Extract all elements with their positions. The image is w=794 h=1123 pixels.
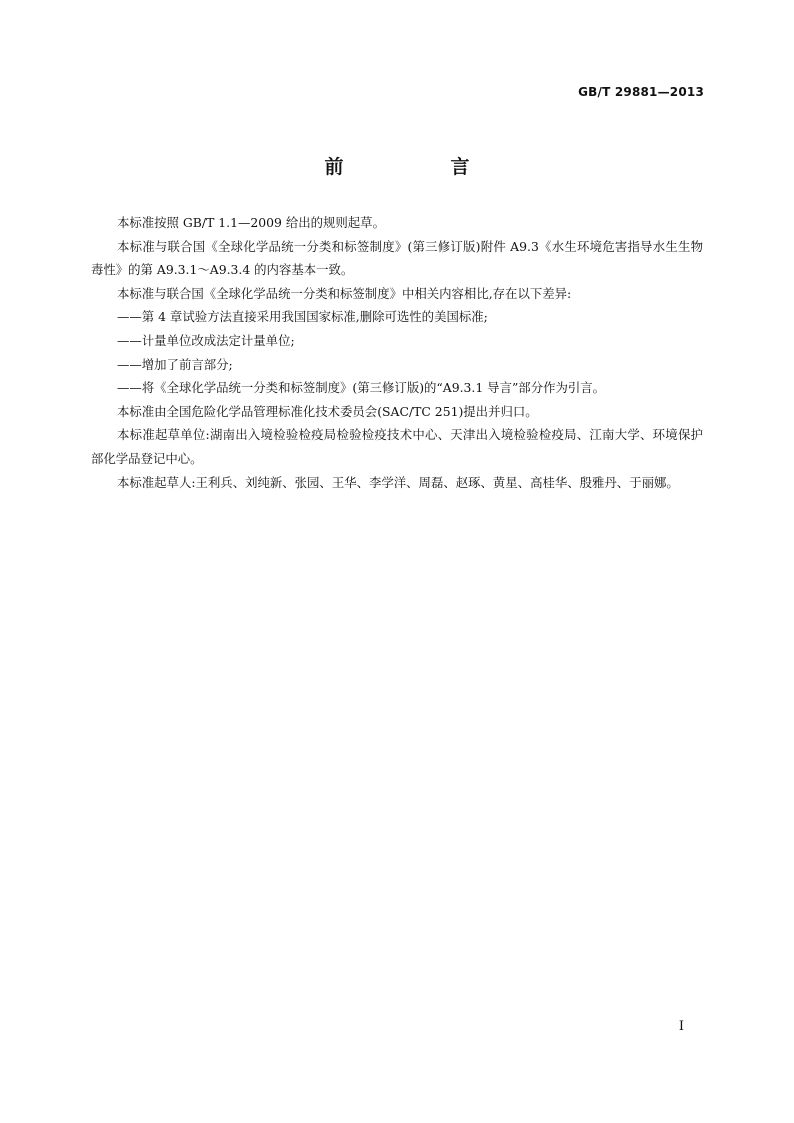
paragraph-differences-intro: 本标准与联合国《全球化学品统一分类和标签制度》中相关内容相比,存在以下差异: <box>117 285 572 301</box>
page-title: 前 言 <box>324 156 514 178</box>
list-item-units: ——计量单位改成法定计量单位; <box>117 332 295 348</box>
foreword-body <box>91 211 703 494</box>
paragraph-consistency: 本标准与联合国《全球化学品统一分类和标签制度》(第三修订版)附件 A9.3《水生环境危害指导水生生物毒性》的第 A9.3.1～A9.3.4 的内容基本一致。 <box>91 238 703 278</box>
paragraph-drafting-rules: 本标准按照 GB/T 1.1—2009 给出的规则起草。 <box>117 215 385 230</box>
page-number: I <box>678 1019 684 1034</box>
standard-code: GB/T 29881—2013 <box>578 85 704 99</box>
list-item-foreword: ——增加了前言部分; <box>117 356 233 372</box>
list-item-introduction: ——将《全球化学品统一分类和标签制度》(第三修订版)的“A9.3.1 导言”部分作为引言。 <box>117 380 606 396</box>
paragraph-drafting-units: 本标准起草单位:湖南出入境检验检疫局检验检疫技术中心、天津出入境检验检疫局、江南大学、环境保护部化学品登记中心。 <box>91 427 703 466</box>
list-item-test-methods: ——第 4 章试验方法直接采用我国国家标准,删除可选性的美国标准; <box>117 309 488 325</box>
paragraph-proposed-by: 本标准由全国危险化学品管理标准化技术委员会(SAC/TC 251)提出并归口。 <box>117 403 538 419</box>
paragraph-drafters: 本标准起草人:王利兵、刘纯新、张园、王华、李学洋、周磊、赵琢、黄星、高桂华、殷雅丹、于丽娜。 <box>117 474 679 490</box>
